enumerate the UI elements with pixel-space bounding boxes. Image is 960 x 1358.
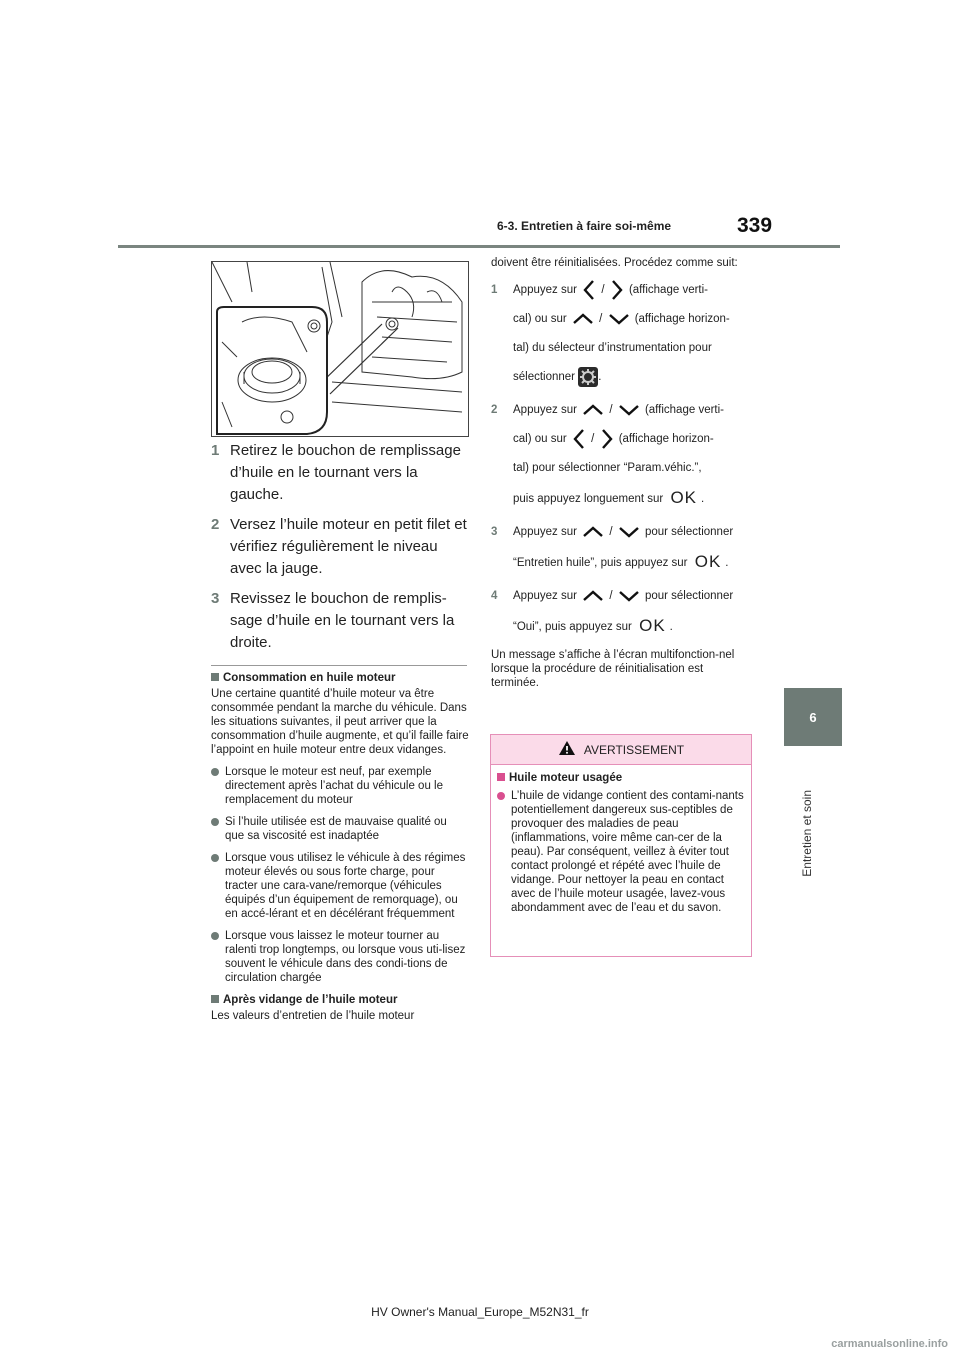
refill-step [211,514,471,580]
step-text: Appuyez sur [513,590,577,602]
chevron-left-icon [582,279,596,301]
list-item-text: Lorsque le moteur est neuf, par exemple directement après l’achat du véhicule ou le remplacement du moteur [225,766,443,806]
step-text: “Entretien huile”, puis appuyez sur [513,557,688,569]
list-item [211,929,469,985]
slash: / [609,590,613,602]
bullet-dot-icon [211,854,219,862]
step-number: 2 [211,516,220,533]
after-change-text: Les valeurs d’entretien de l’huile moteur [211,1010,415,1022]
chapter-label: Entretien et soin [800,790,814,877]
step-text: . [598,371,602,383]
gear-icon [578,367,598,387]
slash: / [609,526,613,538]
warning-triangle-icon [558,740,576,759]
step-text: tal) pour sélectionner “Param.véhic.”, [513,462,702,474]
bullet-dot-icon [211,768,219,776]
chevron-right-icon [610,279,624,301]
step-text: Versez l’huile moteur en petit filet et vérifiez régulièrement le niveau avec la jauge. [230,516,467,577]
footer-manual-id: HV Owner's Manual_Europe_M52N31_fr [371,1305,589,1319]
slash: / [599,313,603,325]
after-change-title [211,993,469,1007]
square-bullet-icon [211,995,219,1003]
warning-header [491,735,751,765]
reset-intro: doivent être réinitialisées. Procédez comme suit: [491,257,738,269]
warning-body [491,765,751,915]
step-text: (affichage verti- [628,284,708,296]
slash: / [591,433,595,445]
list-item [211,851,469,921]
reset-step-1 [491,276,753,392]
ok-button-glyph: OK [694,552,722,571]
ok-button-glyph: OK [670,488,698,507]
warning-box [490,734,752,957]
step-number: 1 [211,442,220,459]
chevron-up-icon [582,525,604,539]
chapter-tab: 6 [784,688,842,746]
reset-step-2 [491,396,753,514]
step-text: tal) du sélecteur d’instrumentation pour [513,342,712,354]
chevron-right-icon [600,428,614,450]
chevron-up-icon [582,589,604,603]
consumption-title-text: Consommation en huile moteur [223,672,396,684]
step-text: (affichage horizon- [618,433,714,445]
list-item-text: Lorsque vous laissez le moteur tourner au ralenti trop longtemps, ou lorsque vous uti-lisez souvent le véhicule dans des condi-tions de circulation chargée [225,930,466,984]
bullet-dot-icon [211,932,219,940]
step-text: puis appuyez longuement sur [513,493,664,505]
step-text: “Oui”, puis appuyez sur [513,621,632,633]
step-text: . [725,557,729,569]
ok-button-glyph: OK [639,616,666,635]
consumption-title [211,671,469,685]
refill-step [211,588,471,654]
step-text: Appuyez sur [513,526,577,538]
step-text: Retirez le bouchon de remplissage d’huile en le tournant vers la gauche. [230,442,461,503]
step-text: Revissez le bouchon de remplis-sage d’huile en le tournant vers la droite. [230,590,455,651]
step-text: (affichage verti- [644,404,724,416]
engine-oil-cap-illustration [211,261,469,437]
chevron-down-icon [608,312,630,326]
list-item [211,765,469,807]
list-item-text: Si l’huile utilisée est de mauvaise qualité ou que sa viscosité est inadaptée [225,816,447,842]
refill-step [211,440,471,506]
reset-outro: Un message s’affiche à l’écran multifonction-nel lorsque la procédure de réinitialisation est terminée. [491,649,735,689]
engine-illustration [212,262,468,436]
step-text: sélectionner [513,371,576,383]
chevron-down-icon [618,525,640,539]
reset-step-3 [491,518,753,578]
bullet-dot-icon [211,818,219,826]
list-item-text: L’huile de vidange contient des contami-nants potentiellement dangereux sus-ceptibles de provoquer des maladies de peau (inflammations, voire même can-cer de la peau). Par conséquent, veillez à éviter tout contact prolongé et répété avec l’huile de vidange. Pour nettoyer la peau en contact avec de l’huile moteur usagée, lavez-vous abondamment avec de l’eau et du savon. [511,790,744,914]
consumption-intro: Une certaine quantité d’huile moteur va être consommée pendant la marche du véhicule. Dans les situations suivantes, il peut arriver que la consommation d’huile augmente, et qu’il faille faire l’appoint en huile moteur entre deux vidanges. [211,688,469,756]
step-text: . [669,621,673,633]
step-number: 3 [491,526,498,538]
header-rule [118,245,840,248]
warning-title [497,771,745,785]
square-bullet-icon [211,673,219,681]
step-number: 2 [491,404,498,416]
consumption-section [211,671,469,1031]
step-number: 1 [491,284,498,296]
chevron-left-icon [572,428,586,450]
reset-procedure [491,256,753,698]
list-item-text: Lorsque vous utilisez le véhicule à des régimes moteur élevés ou sous forte charge, pour tracter une cara-vane/remorque (véhicules équipés d’un équipement de remorquage), ou en accé-lérant et en décélérant fréquemment [225,852,466,920]
step-text: cal) ou sur [513,433,567,445]
chevron-down-icon [618,589,640,603]
warning-heading: AVERTISSEMENT [583,742,685,757]
step-text: cal) ou sur [513,313,567,325]
bullet-dot-icon [497,792,505,800]
step-text: . [701,493,705,505]
chevron-down-icon [618,403,640,417]
square-bullet-icon [497,773,505,781]
list-item [497,789,745,915]
step-text: Appuyez sur [513,284,577,296]
reset-step-4 [491,582,753,642]
chevron-up-icon [572,312,594,326]
section-divider [211,665,467,666]
step-text: pour sélectionner [644,590,734,602]
refill-steps [211,440,471,662]
watermark: carmanualsonline.info [831,1338,948,1350]
page-number: 339 [737,214,773,237]
step-number: 4 [491,590,498,602]
step-text: Appuyez sur [513,404,577,416]
section-title: 6-3. Entretien à faire soi-même [497,219,672,233]
step-text: pour sélectionner [644,526,734,538]
step-text: (affichage horizon- [634,313,730,325]
slash: / [609,404,613,416]
slash: / [601,284,605,296]
chevron-up-icon [582,403,604,417]
list-item [211,815,469,843]
step-number: 3 [211,590,220,607]
warning-title-text: Huile moteur usagée [509,772,623,784]
after-change-title-text: Après vidange de l’huile moteur [223,994,398,1006]
